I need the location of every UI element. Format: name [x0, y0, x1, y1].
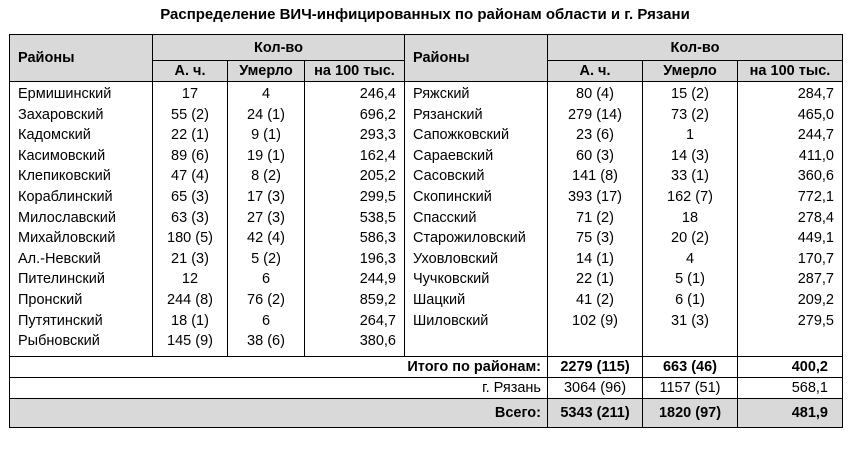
district-cell: Сапожковский [413, 127, 510, 144]
hiv-distribution-table [9, 34, 843, 428]
header-row-1 [10, 35, 843, 61]
district-cell: 18 (1) [171, 312, 209, 329]
districts-total-ach: 2279 (115) [548, 356, 643, 377]
district-cell: 14 (1) [576, 250, 614, 267]
district-cell: 8 (2) [251, 168, 281, 185]
district-cell: 63 (3) [171, 209, 209, 226]
left-ach-values [153, 82, 228, 357]
district-cell: 244 (8) [167, 291, 213, 308]
district-cell: 4 [261, 86, 271, 102]
district-cell: 145 (9) [167, 333, 213, 350]
district-cell: 141 (8) [572, 168, 618, 185]
district-cell: 60 (3) [576, 147, 614, 164]
grand-total-rate: 481,9 [738, 398, 843, 427]
district-cell: Сараевский [413, 147, 494, 164]
district-cell: 17 (3) [247, 188, 285, 205]
district-cell: 41 (2) [576, 291, 614, 308]
district-cell: 1 [685, 127, 695, 144]
district-cell: 411,0 [798, 147, 834, 164]
district-cell: 76 (2) [247, 291, 285, 308]
district-cell: 5 (1) [675, 271, 705, 288]
district-cell: 380,6 [359, 333, 396, 350]
right-rate-header: на 100 тыс. [738, 61, 843, 82]
district-cell: Спасский [413, 209, 477, 226]
district-cell: 162 (7) [667, 188, 713, 205]
district-cell: 21 (3) [171, 250, 209, 267]
district-cell: 89 (6) [171, 147, 209, 164]
district-cell: 244,7 [797, 127, 834, 144]
left-district-names [10, 82, 153, 357]
page-title: Распределение ВИЧ-инфицированных по районам области и г. Рязани [160, 6, 690, 23]
right-count-header: Кол-во [548, 35, 843, 61]
district-cell: 20 (2) [671, 230, 709, 247]
district-cell: Ряжский [413, 86, 470, 102]
district-cell: 18 [681, 209, 699, 226]
district-cell: 859,2 [359, 291, 396, 308]
city-died: 1157 (51) [643, 377, 738, 398]
right-rate-values [738, 82, 843, 357]
district-cell: 15 (2) [671, 86, 709, 102]
district-cell: 6 [261, 271, 271, 288]
districts-total-label: Итого по районам: [10, 356, 548, 377]
district-cell: Путятинский [18, 312, 103, 329]
district-cell: Чучковский [413, 271, 490, 288]
district-cell: 42 (4) [247, 230, 285, 247]
district-cell: 279 (14) [567, 106, 622, 123]
district-cell: 696,2 [359, 106, 396, 123]
district-cell: 299,5 [359, 188, 396, 205]
city-ach: 3064 (96) [548, 377, 643, 398]
district-cell: Рязанский [413, 106, 483, 123]
left-count-header: Кол-во [153, 35, 405, 61]
district-cell: Ал.-Невский [18, 250, 101, 267]
district-cell: 73 (2) [671, 106, 709, 123]
district-cell: 12 [181, 271, 199, 288]
district-cell: Милославский [18, 209, 116, 226]
districts-total-row [10, 356, 843, 377]
district-cell: 14 (3) [671, 147, 709, 164]
district-cell: 205,2 [359, 168, 396, 185]
district-cell: Скопинский [413, 188, 492, 205]
district-cell: Пронский [18, 291, 83, 308]
districts-total-rate: 400,2 [738, 356, 843, 377]
district-cell: Старожиловский [413, 230, 526, 247]
district-cell: 287,7 [797, 271, 834, 288]
district-cell: 538,5 [359, 209, 396, 226]
district-cell: 23 (6) [576, 127, 614, 144]
district-cell: 284,7 [797, 86, 834, 102]
district-cell: Ермишинский [18, 86, 112, 102]
left-rate-values [305, 82, 405, 357]
district-cell: 71 (2) [576, 209, 614, 226]
district-cell: 449,1 [797, 230, 834, 247]
district-cell: 27 (3) [247, 209, 285, 226]
district-cell: 9 (1) [251, 127, 281, 144]
district-cell: Михайловский [18, 230, 116, 247]
district-cell: 47 (4) [171, 168, 209, 185]
right-ach-header: А. ч. [548, 61, 643, 82]
district-cell: Захаровский [18, 106, 104, 123]
left-ach-header: А. ч. [153, 61, 228, 82]
district-cell: 6 [261, 312, 271, 329]
district-cell: 22 (1) [576, 271, 614, 288]
district-cell: 465,0 [797, 106, 834, 123]
district-cell: Рыбновский [18, 333, 100, 350]
district-cell: 80 (4) [576, 86, 614, 102]
district-cell: Уховловский [413, 250, 499, 267]
district-cell: Кадомский [18, 127, 91, 144]
district-cell: 24 (1) [247, 106, 285, 123]
district-cell: 38 (6) [247, 333, 285, 350]
district-cell: Шиловский [413, 312, 489, 329]
district-cell: 170,7 [797, 250, 834, 267]
grand-total-label: Всего: [10, 398, 548, 427]
district-cell: 65 (3) [171, 188, 209, 205]
district-cell: Клепиковский [18, 168, 111, 185]
district-cell: 244,9 [359, 271, 396, 288]
district-cell: 279,5 [797, 312, 834, 329]
grand-total-row [10, 398, 843, 427]
district-cell: 209,2 [797, 291, 834, 308]
district-cell: 278,4 [797, 209, 834, 226]
left-died-header: Умерло [228, 61, 305, 82]
district-cell: 75 (3) [576, 230, 614, 247]
grand-total-ach: 5343 (211) [548, 398, 643, 427]
left-rate-header: на 100 тыс. [305, 61, 405, 82]
district-cell: 264,7 [359, 312, 396, 329]
district-cell: Шацкий [413, 291, 466, 308]
district-cell: 293,3 [359, 127, 396, 144]
district-cell: 19 (1) [247, 147, 285, 164]
district-cell: 246,4 [359, 86, 396, 102]
city-label: г. Рязань [10, 377, 548, 398]
district-cell: Касимовский [18, 147, 106, 164]
district-cell: 586,3 [359, 230, 396, 247]
right-district-names [405, 82, 548, 357]
district-cell: 33 (1) [671, 168, 709, 185]
city-row [10, 377, 843, 398]
left-died-values [228, 82, 305, 357]
district-rows [10, 82, 843, 357]
district-cell: 393 (17) [567, 188, 622, 205]
grand-total-died: 1820 (97) [643, 398, 738, 427]
district-cell: 6 (1) [675, 291, 705, 308]
right-died-header: Умерло [643, 61, 738, 82]
right-died-values [643, 82, 738, 357]
district-cell: 360,6 [797, 168, 834, 185]
district-cell: 17 [181, 86, 199, 102]
district-cell: Пителинский [18, 271, 105, 288]
district-cell: 772,1 [797, 188, 834, 205]
district-cell: 22 (1) [171, 127, 209, 144]
district-cell: 196,3 [359, 250, 396, 267]
district-cell: 180 (5) [167, 230, 213, 247]
district-cell: 162,4 [359, 147, 396, 164]
districts-total-died: 663 (46) [643, 356, 738, 377]
district-cell: Кораблинский [18, 188, 113, 205]
district-cell: 55 (2) [171, 106, 209, 123]
right-districts-header: Районы [405, 35, 548, 82]
district-cell: Сасовский [413, 168, 485, 185]
district-cell: 5 (2) [251, 250, 281, 267]
district-cell: 31 (3) [671, 312, 709, 329]
district-cell: 4 [685, 250, 695, 267]
city-rate: 568,1 [738, 377, 843, 398]
district-cell: 102 (9) [572, 312, 618, 329]
right-ach-values [548, 82, 643, 357]
left-districts-header: Районы [10, 35, 153, 82]
